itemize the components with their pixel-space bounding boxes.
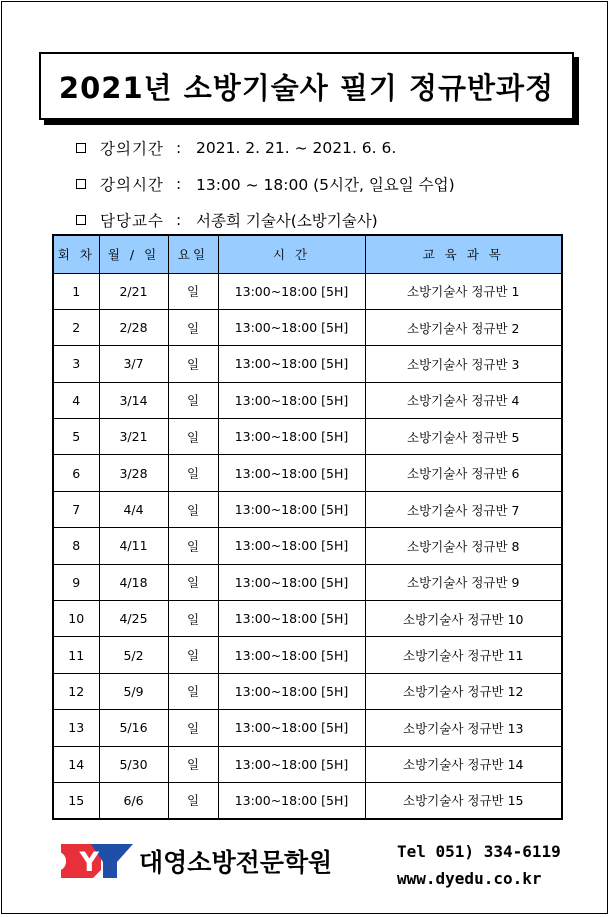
cell-time: 13:00~18:00 [5H]	[218, 455, 365, 491]
cell-session: 13	[53, 710, 99, 746]
checkbox-bullet-icon	[76, 179, 86, 189]
cell-date: 3/7	[99, 346, 168, 382]
checkbox-bullet-icon	[76, 143, 86, 153]
cell-time: 13:00~18:00 [5H]	[218, 673, 365, 709]
table-row	[53, 346, 562, 382]
table-row	[53, 673, 562, 709]
cell-date: 4/18	[99, 564, 168, 600]
title-box	[39, 52, 574, 120]
table-row	[53, 528, 562, 564]
page-title: 2021년 소방기술사 필기 정규반과정	[58, 70, 555, 105]
cell-session: 5	[53, 419, 99, 455]
header-date: 월 / 일	[99, 235, 168, 273]
cell-session: 12	[53, 673, 99, 709]
table-row	[53, 601, 562, 637]
info-colon: :	[176, 175, 182, 193]
cell-time: 13:00~18:00 [5H]	[218, 382, 365, 418]
header-course: 교 육 과 목	[365, 235, 562, 273]
cell-date: 2/28	[99, 309, 168, 345]
cell-session: 14	[53, 746, 99, 782]
cell-day: 일	[168, 419, 218, 455]
cell-time: 13:00~18:00 [5H]	[218, 309, 365, 345]
cell-course: 소방기술사 정규반 3	[365, 346, 562, 382]
info-row-instructor	[76, 202, 455, 238]
cell-day: 일	[168, 601, 218, 637]
cell-session: 15	[53, 782, 99, 818]
table-row	[53, 455, 562, 491]
cell-session: 7	[53, 491, 99, 527]
info-label: 담당교수	[100, 212, 164, 230]
cell-time: 13:00~18:00 [5H]	[218, 601, 365, 637]
table-row	[53, 309, 562, 345]
website-url: www.dyedu.co.kr	[397, 869, 542, 888]
checkbox-bullet-icon	[76, 215, 86, 225]
cell-time: 13:00~18:00 [5H]	[218, 419, 365, 455]
info-colon: :	[176, 211, 182, 229]
cell-time: 13:00~18:00 [5H]	[218, 346, 365, 382]
header-day: 요일	[168, 235, 218, 273]
cell-course: 소방기술사 정규반 15	[365, 782, 562, 818]
header-time: 시 간	[218, 235, 365, 273]
cell-course: 소방기술사 정규반 10	[365, 601, 562, 637]
cell-course: 소방기술사 정규반 11	[365, 637, 562, 673]
info-colon: :	[176, 139, 182, 157]
cell-course: 소방기술사 정규반 5	[365, 419, 562, 455]
table-row	[53, 710, 562, 746]
cell-course: 소방기술사 정규반 2	[365, 309, 562, 345]
info-label: 강의기간	[100, 140, 164, 158]
cell-day: 일	[168, 491, 218, 527]
logo-mark-text: DY	[45, 847, 113, 878]
cell-course: 소방기술사 정규반 6	[365, 455, 562, 491]
table-row	[53, 746, 562, 782]
cell-course: 소방기술사 정규반 12	[365, 673, 562, 709]
cell-date: 5/9	[99, 673, 168, 709]
cell-course: 소방기술사 정규반 8	[365, 528, 562, 564]
table-row	[53, 419, 562, 455]
info-row-period	[76, 130, 455, 166]
cell-day: 일	[168, 673, 218, 709]
cell-day: 일	[168, 273, 218, 309]
cell-date: 3/21	[99, 419, 168, 455]
info-value: 서종희 기술사(소방기술사)	[196, 212, 378, 230]
cell-session: 6	[53, 455, 99, 491]
cell-time: 13:00~18:00 [5H]	[218, 491, 365, 527]
cell-date: 4/25	[99, 601, 168, 637]
info-row-time	[76, 166, 455, 202]
cell-day: 일	[168, 455, 218, 491]
cell-session: 2	[53, 309, 99, 345]
course-info	[76, 130, 455, 238]
cell-day: 일	[168, 346, 218, 382]
cell-day: 일	[168, 382, 218, 418]
table-row	[53, 382, 562, 418]
cell-session: 1	[53, 273, 99, 309]
cell-day: 일	[168, 710, 218, 746]
cell-day: 일	[168, 637, 218, 673]
cell-date: 4/11	[99, 528, 168, 564]
cell-time: 13:00~18:00 [5H]	[218, 746, 365, 782]
cell-day: 일	[168, 564, 218, 600]
info-value: 2021. 2. 21. ~ 2021. 6. 6.	[196, 139, 397, 157]
cell-date: 5/16	[99, 710, 168, 746]
info-label: 강의시간	[100, 176, 164, 194]
table-row	[53, 782, 562, 818]
cell-date: 5/30	[99, 746, 168, 782]
contact-info	[397, 838, 561, 892]
cell-course: 소방기술사 정규반 4	[365, 382, 562, 418]
table-row	[53, 637, 562, 673]
academy-name: 대영소방전문학원	[139, 848, 333, 877]
cell-course: 소방기술사 정규반 7	[365, 491, 562, 527]
cell-course: 소방기술사 정규반 1	[365, 273, 562, 309]
cell-session: 4	[53, 382, 99, 418]
cell-course: 소방기술사 정규반 13	[365, 710, 562, 746]
table-row	[53, 273, 562, 309]
cell-day: 일	[168, 782, 218, 818]
cell-time: 13:00~18:00 [5H]	[218, 528, 365, 564]
table-row	[53, 564, 562, 600]
cell-time: 13:00~18:00 [5H]	[218, 273, 365, 309]
cell-time: 13:00~18:00 [5H]	[218, 710, 365, 746]
cell-day: 일	[168, 309, 218, 345]
table-header-row	[53, 235, 562, 273]
academy-logo	[45, 840, 333, 882]
cell-session: 10	[53, 601, 99, 637]
table-row	[53, 491, 562, 527]
cell-date: 2/21	[99, 273, 168, 309]
cell-time: 13:00~18:00 [5H]	[218, 564, 365, 600]
cell-date: 3/14	[99, 382, 168, 418]
cell-course: 소방기술사 정규반 9	[365, 564, 562, 600]
cell-session: 8	[53, 528, 99, 564]
dy-logo-icon	[45, 840, 135, 882]
cell-date: 5/2	[99, 637, 168, 673]
cell-session: 9	[53, 564, 99, 600]
schedule-table	[52, 234, 563, 820]
cell-course: 소방기술사 정규반 14	[365, 746, 562, 782]
cell-time: 13:00~18:00 [5H]	[218, 637, 365, 673]
phone-number: Tel 051) 334-6119	[397, 842, 561, 861]
cell-time: 13:00~18:00 [5H]	[218, 782, 365, 818]
cell-date: 4/4	[99, 491, 168, 527]
cell-day: 일	[168, 746, 218, 782]
info-value: 13:00 ~ 18:00 (5시간, 일요일 수업)	[196, 176, 455, 194]
cell-date: 3/28	[99, 455, 168, 491]
cell-day: 일	[168, 528, 218, 564]
cell-date: 6/6	[99, 782, 168, 818]
cell-session: 3	[53, 346, 99, 382]
cell-session: 11	[53, 637, 99, 673]
header-session: 회 차	[53, 235, 99, 273]
